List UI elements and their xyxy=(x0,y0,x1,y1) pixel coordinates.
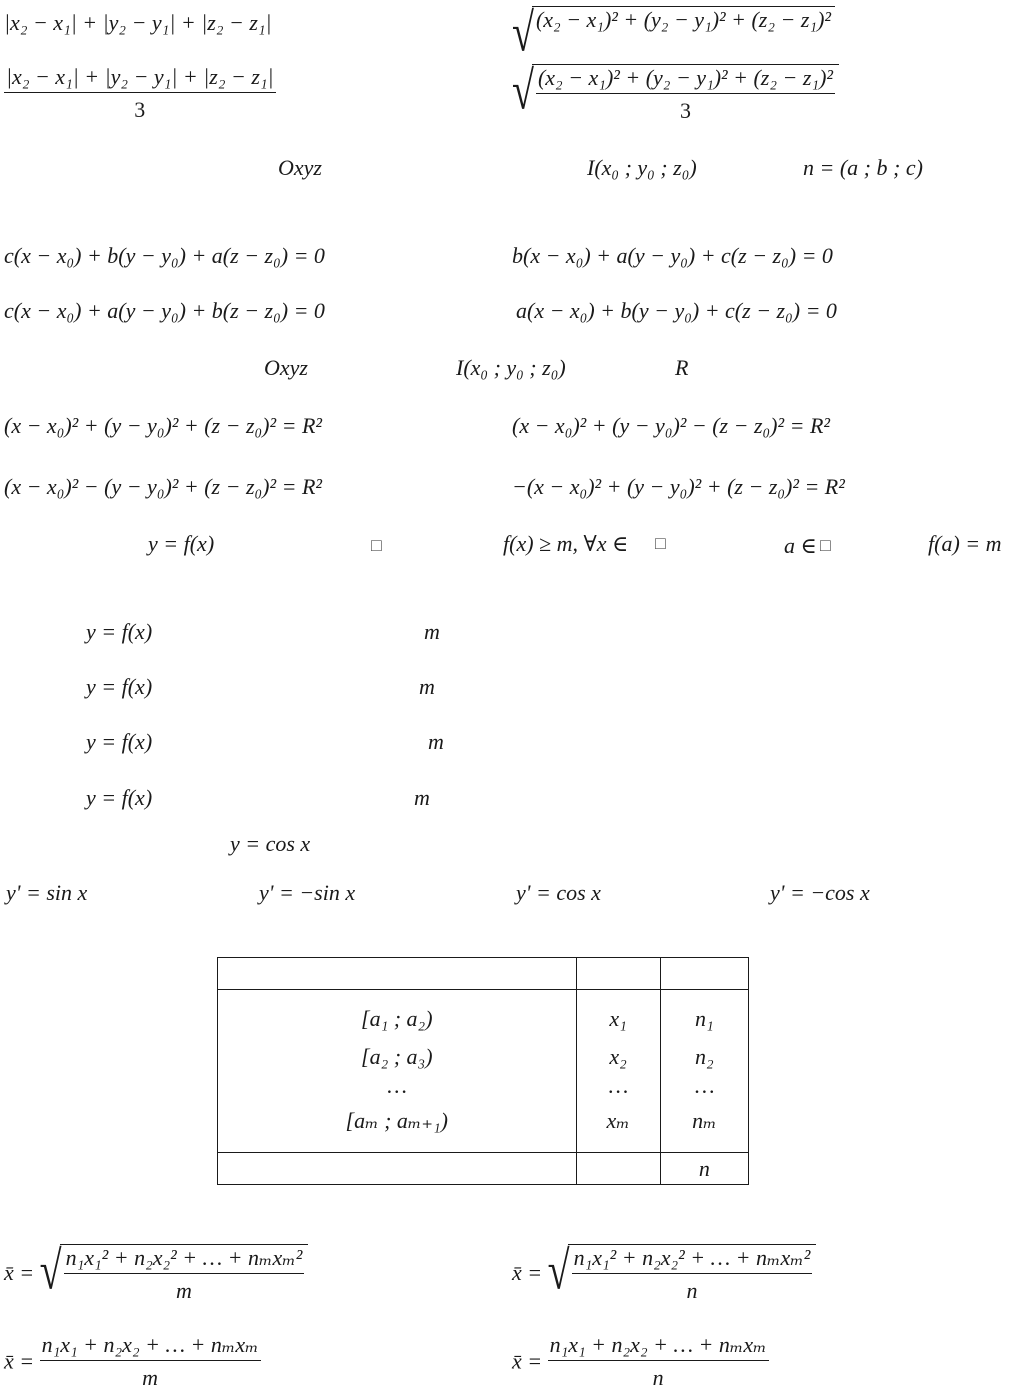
distance-euclid-mean: √ $\frac{\text{(x₂ − x₁)² + (y₂ − y₁)² + (z₂ − z₁)²}}{3}$ xyxy=(512,64,839,122)
interval-1: [a₁ ; a₂) xyxy=(361,1006,433,1031)
min-option-a-m: m xyxy=(424,619,440,644)
frequency-ellipsis: … xyxy=(693,1073,716,1098)
distance-euclid: √ (x₂ − x₁)² + (y₂ − y₁)² + (z₂ − z₁)² xyxy=(512,6,835,46)
mean-d-denominator: n xyxy=(652,1365,664,1390)
derivative-option-d: y' = −cos x xyxy=(770,880,870,905)
table-header-cell xyxy=(576,958,660,990)
plane-option-b: b(x − x₀) + a(y − y₀) + c(z − z₀) = 0 xyxy=(512,243,833,268)
min-option-d-func: y = f(x) xyxy=(86,785,153,810)
plane-normal: n = (a ; b ; c) xyxy=(803,155,923,180)
min-option-b-m: m xyxy=(419,674,435,699)
interval-m: [aₘ ; aₘ₊₁) xyxy=(345,1108,448,1133)
derivative-option-b: y' = −sin x xyxy=(259,880,356,905)
table-cell-intervals xyxy=(218,990,577,1153)
sphere-option-d: −(x − x₀)² + (y − y₀)² + (z − z₀)² = R² xyxy=(512,474,845,499)
plane-system: Oxyz xyxy=(278,155,322,180)
missing-glyph-3: □ xyxy=(820,535,831,555)
sphere-option-b: (x − x₀)² + (y − y₀)² − (z − z₀)² = R² xyxy=(512,413,830,438)
mean-b-denominator: n xyxy=(686,1278,698,1303)
table-header-cell xyxy=(660,958,748,990)
mean-c-numerator: n₁x₁ + n₂x₂ + … + nₘxₘ xyxy=(40,1334,261,1361)
table-header-cell xyxy=(218,958,577,990)
midpoint-m: xₘ xyxy=(606,1108,630,1133)
midpoint-ellipsis: … xyxy=(607,1073,630,1098)
frequency-1: n₁ xyxy=(694,1006,714,1031)
frequency-table xyxy=(217,957,749,1185)
xbar-label-a: x̄ = xyxy=(4,1260,35,1285)
missing-glyph-1: □ xyxy=(371,535,382,555)
min-condition: f(x) ≥ m, ∀x ∈ xyxy=(503,531,629,556)
table-total-row xyxy=(218,1153,749,1185)
sphere-option-a: (x − x₀)² + (y − y₀)² + (z − z₀)² = R² xyxy=(4,413,322,438)
min-equality: f(a) = m xyxy=(928,531,1002,556)
min-element: a ∈ xyxy=(784,533,817,558)
interval-ellipsis: … xyxy=(385,1073,408,1098)
mean-option-c xyxy=(4,1334,261,1389)
mean-c-denominator: m xyxy=(142,1365,159,1390)
abs-mean-numerator: |x₂ − x₁| + |y₂ − y₁| + |z₂ − z₁| xyxy=(4,66,276,93)
xbar-label-b: x̄ = xyxy=(512,1260,543,1285)
sphere-option-c: (x − x₀)² − (y − y₀)² + (z − z₀)² = R² xyxy=(4,474,322,499)
min-option-d-m: m xyxy=(414,785,430,810)
table-cell-midpoints xyxy=(576,990,660,1153)
interval-2: [a₂ ; a₃) xyxy=(361,1044,433,1069)
plane-option-a: c(x − x₀) + b(y − y₀) + a(z − z₀) = 0 xyxy=(4,243,325,268)
mean-option-d xyxy=(512,1334,769,1389)
plane-option-d: a(x − x₀) + b(y − y₀) + c(z − z₀) = 0 xyxy=(516,298,837,323)
table-cell-frequencies xyxy=(660,990,748,1153)
sphere-center: I(x₀ ; y₀ ; z₀) xyxy=(456,355,566,380)
sphere-system: Oxyz xyxy=(264,355,308,380)
min-option-c-m: m xyxy=(428,729,444,754)
table-total-cell xyxy=(218,1153,577,1185)
derivative-option-c: y' = cos x xyxy=(516,880,601,905)
missing-glyph-2: □ xyxy=(655,533,666,553)
mean-a-denominator: m xyxy=(176,1278,192,1303)
midpoint-2: x₂ xyxy=(609,1044,627,1069)
mean-option-a: x̄ = √ $\frac{\text{n₁x₁² + n₂x₂² + … + nₘxₘ²}}{m}$ xyxy=(4,1244,308,1302)
derivative-function: y = cos x xyxy=(230,831,311,856)
euclid-mean-numerator: (x₂ − x₁)² + (y₂ − y₁)² + (z₂ − z₁)² xyxy=(536,67,835,94)
mean-option-b: x̄ = √ $\frac{\text{n₁x₁² + n₂x₂² + … + nₘxₘ²}}{n}$ xyxy=(512,1244,816,1302)
midpoint-1: x₁ xyxy=(609,1006,627,1031)
derivative-option-a: y' = sin x xyxy=(6,880,88,905)
plane-option-c: c(x − x₀) + a(y − y₀) + b(z − z₀) = 0 xyxy=(4,298,325,323)
distance-abs-mean xyxy=(4,66,276,121)
frequency-m: nₘ xyxy=(692,1108,717,1133)
xbar-label-c: x̄ = xyxy=(4,1348,35,1374)
distance-euclid-radicand: (x₂ − x₁)² + (y₂ − y₁)² + (z₂ − z₁)² xyxy=(532,6,835,46)
frequency-2: n₂ xyxy=(694,1044,714,1069)
table-row xyxy=(218,990,749,1153)
table-header-row xyxy=(218,958,749,990)
mean-b-numerator: n₁x₁² + n₂x₂² + … + nₘxₘ² xyxy=(572,1247,813,1274)
xbar-label-d: x̄ = xyxy=(512,1348,543,1374)
min-option-b-func: y = f(x) xyxy=(86,674,153,699)
euclid-mean-denominator: 3 xyxy=(679,98,691,123)
table-total-value: n xyxy=(660,1153,748,1185)
min-option-a-func: y = f(x) xyxy=(86,619,153,644)
min-function: y = f(x) xyxy=(148,531,215,556)
abs-mean-denominator: 3 xyxy=(134,97,146,122)
sphere-radius: R xyxy=(675,355,689,380)
mean-d-numerator: n₁x₁ + n₂x₂ + … + nₘxₘ xyxy=(548,1334,769,1361)
plane-point: I(x₀ ; y₀ ; z₀) xyxy=(587,155,697,180)
min-option-c-func: y = f(x) xyxy=(86,729,153,754)
table-total-cell xyxy=(576,1153,660,1185)
mean-a-numerator: n₁x₁² + n₂x₂² + … + nₘxₘ² xyxy=(64,1247,305,1274)
distance-abs-sum: |x₂ − x₁| + |y₂ − y₁| + |z₂ − z₁| xyxy=(4,10,272,35)
